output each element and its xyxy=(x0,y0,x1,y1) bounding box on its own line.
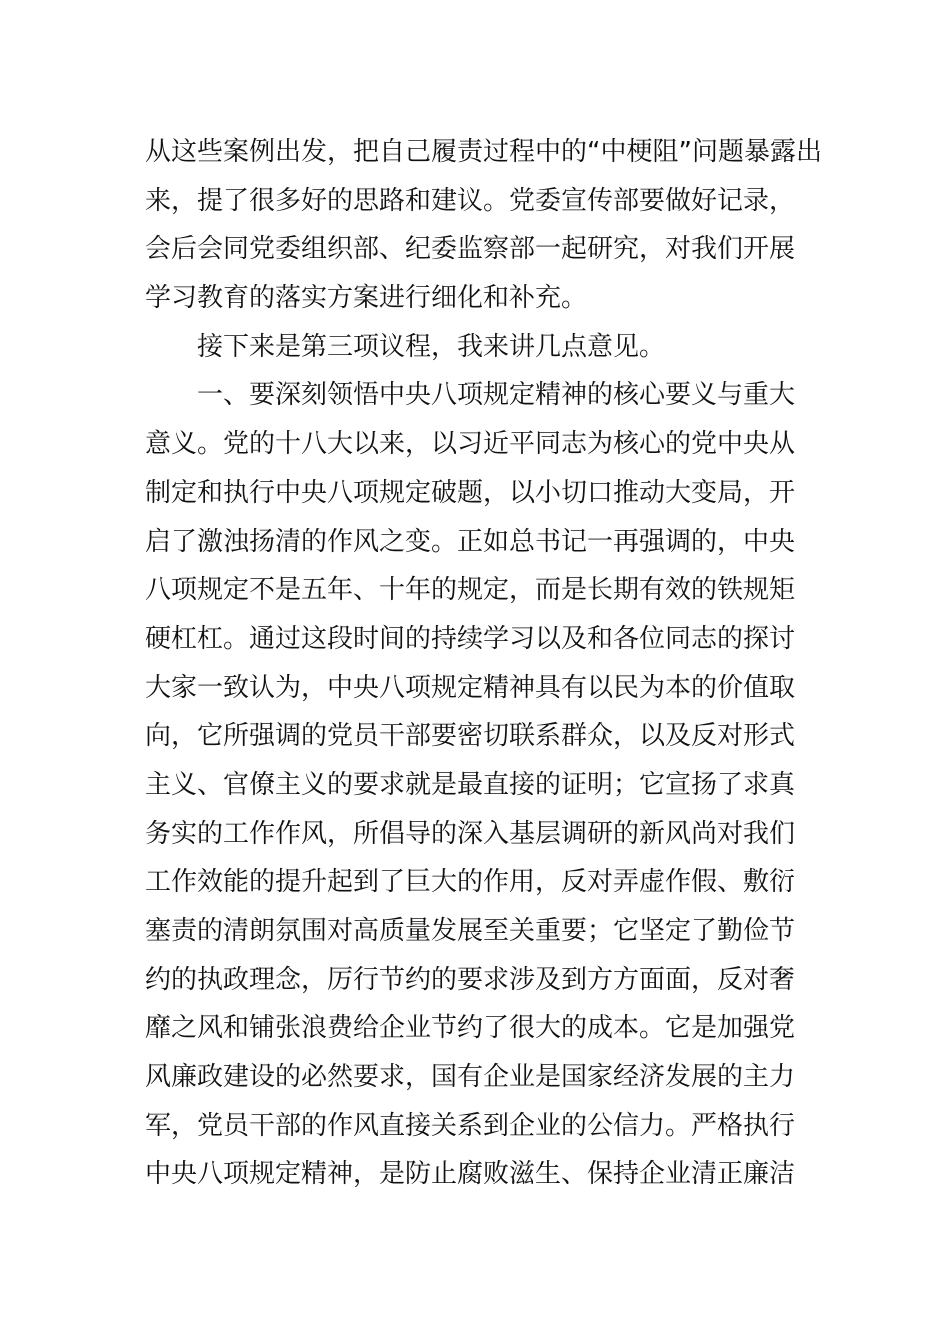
section-heading-line: 一、要深刻领悟中央八项规定精神的核心要义与重大 xyxy=(197,380,796,411)
text-line: 军，党员干部的作风直接关系到企业的公信力。严格执行 xyxy=(145,1110,796,1141)
text-line: 硬杠杠。通过这段时间的持续学习以及和各位同志的探讨 xyxy=(145,623,796,654)
text-line: 风廉政建设的必然要求，国有企业是国家经济发展的主力 xyxy=(145,1062,796,1093)
text-line: 塞责的清朗氛围对高质量发展至关重要；它坚定了勤俭节 xyxy=(145,916,796,946)
text-line: 大家一致认为，中央八项规定精神具有以民为本的价值取 xyxy=(145,672,796,703)
text-line: 学习教育的落实方案进行细化和补充。 xyxy=(145,283,588,314)
text-line: 中央八项规定精神，是防止腐败滋生、保持企业清正廉洁 xyxy=(145,1159,796,1190)
text-line: 八项规定不是五年、十年的规定，而是长期有效的铁规矩 xyxy=(145,575,796,606)
text-line: 靡之风和铺张浪费给企业节约了很大的成本。它是加强党 xyxy=(145,1013,796,1044)
document-body xyxy=(145,128,822,1199)
text-line: 从这些案例出发，把自己履责过程中的“中梗阻”问题暴露出 xyxy=(145,137,822,167)
text-line: 启了激浊扬清的作风之变。正如总书记一再强调的，中央 xyxy=(145,526,796,557)
text-line: 来，提了很多好的思路和建议。党委宣传部要做好记录， xyxy=(145,185,796,216)
text-line: 接下来是第三项议程，我来讲几点意见。 xyxy=(197,331,666,362)
text-line: 制定和执行中央八项规定破题，以小切口推动大变局，开 xyxy=(145,477,796,508)
text-line: 务实的工作作风，所倡导的深入基层调研的新风尚对我们 xyxy=(145,818,796,849)
text-line: 工作效能的提升起到了巨大的作用，反对弄虚作假、敷衍 xyxy=(145,867,796,898)
text-line: 会后会同党委组织部、纪委监察部一起研究，对我们开展 xyxy=(145,234,796,265)
text-line: 约的执政理念，厉行节约的要求涉及到方方面面，反对奢 xyxy=(145,964,796,995)
text-line: 向，它所强调的党员干部要密切联系群众，以及反对形式 xyxy=(145,721,796,752)
text-line: 主义、官僚主义的要求就是最直接的证明；它宣扬了求真 xyxy=(145,769,796,800)
text-line: 意义。党的十八大以来，以习近平同志为核心的党中央从 xyxy=(145,429,796,460)
